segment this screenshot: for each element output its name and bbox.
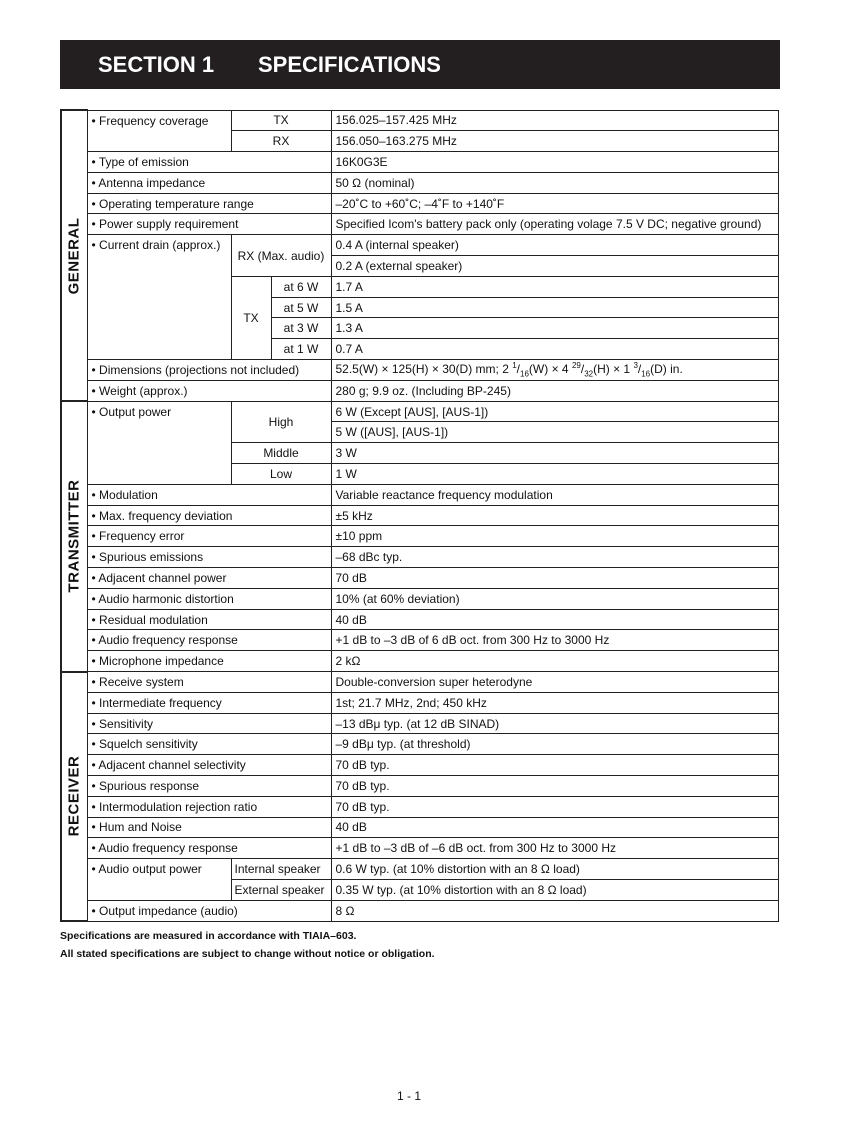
spec-label: • Audio output power — [87, 859, 231, 901]
spec-label: • Frequency coverage — [87, 110, 231, 152]
spec-value: –20˚C to +60˚C; –4˚F to +140˚F — [331, 193, 779, 214]
sub-label: RX — [231, 131, 331, 152]
spec-value: 70 dB typ. — [331, 776, 779, 797]
spec-value: 50 Ω (nominal) — [331, 172, 779, 193]
spec-label: • Adjacent channel power — [87, 568, 331, 589]
sub-label: at 1 W — [271, 339, 331, 360]
sub-label: TX — [231, 276, 271, 359]
spec-value: 1st; 21.7 MHz, 2nd; 450 kHz — [331, 692, 779, 713]
spec-label: • Current drain (approx.) — [87, 235, 231, 360]
spec-value: 16K0G3E — [331, 152, 779, 173]
specifications-table — [60, 109, 779, 922]
spec-label: • Output impedance (audio) — [87, 900, 331, 921]
spec-value: 40 dB — [331, 817, 779, 838]
sub-label: at 3 W — [271, 318, 331, 339]
sub-label: Middle — [231, 443, 331, 464]
spec-label: • Receive system — [87, 672, 331, 693]
spec-value: 0.4 A (internal speaker) — [331, 235, 779, 256]
sub-label: High — [231, 401, 331, 443]
spec-label: • Output power — [87, 401, 231, 484]
spec-label: • Frequency error — [87, 526, 331, 547]
spec-label: • Intermodulation rejection ratio — [87, 796, 331, 817]
spec-value: ±5 kHz — [331, 505, 779, 526]
spec-value: 0.7 A — [331, 339, 779, 360]
spec-value: 10% (at 60% deviation) — [331, 588, 779, 609]
spec-value: +1 dB to –3 dB of –6 dB oct. from 300 Hz to 3000 Hz — [331, 838, 779, 859]
spec-value: 6 W (Except [AUS], [AUS-1]) — [331, 401, 779, 422]
spec-label: • Antenna impedance — [87, 172, 331, 193]
spec-label: • Power supply requirement — [87, 214, 331, 235]
spec-value: 3 W — [331, 443, 779, 464]
spec-value: 0.2 A (external speaker) — [331, 256, 779, 277]
spec-value: 70 dB typ. — [331, 796, 779, 817]
spec-value: 70 dB — [331, 568, 779, 589]
spec-label: • Sensitivity — [87, 713, 331, 734]
spec-value: ±10 ppm — [331, 526, 779, 547]
spec-value: 70 dB typ. — [331, 755, 779, 776]
spec-value: 156.050–163.275 MHz — [331, 131, 779, 152]
section-transmitter: TRANSMITTER — [61, 401, 87, 671]
spec-label: • Hum and Noise — [87, 817, 331, 838]
spec-label: • Spurious response — [87, 776, 331, 797]
spec-label: • Dimensions (projections not included) — [87, 360, 331, 381]
spec-value: 1 W — [331, 464, 779, 485]
spec-value: Double-conversion super heterodyne — [331, 672, 779, 693]
spec-value: 0.35 W typ. (at 10% distortion with an 8 Ω load) — [331, 879, 779, 900]
sub-label: Internal speaker — [231, 859, 331, 880]
sub-label: RX (Max. audio) — [231, 235, 331, 277]
spec-value: Variable reactance frequency modulation — [331, 484, 779, 505]
sub-label: at 6 W — [271, 276, 331, 297]
spec-label: • Audio frequency response — [87, 838, 331, 859]
spec-value: Specified Icom's battery pack only (operating volage 7.5 V DC; negative ground) — [331, 214, 779, 235]
section-banner — [60, 40, 780, 89]
spec-label: • Type of emission — [87, 152, 331, 173]
spec-value: 280 g; 9.9 oz. (Including BP-245) — [331, 380, 779, 401]
spec-value: –68 dBc typ. — [331, 547, 779, 568]
spec-value: –13 dBμ typ. (at 12 dB SINAD) — [331, 713, 779, 734]
spec-label: • Spurious emissions — [87, 547, 331, 568]
spec-label: • Residual modulation — [87, 609, 331, 630]
spec-value: 5 W ([AUS], [AUS-1]) — [331, 422, 779, 443]
spec-label: • Weight (approx.) — [87, 380, 331, 401]
spec-value: 1.7 A — [331, 276, 779, 297]
spec-value: 156.025–157.425 MHz — [331, 110, 779, 131]
sub-label: TX — [231, 110, 331, 131]
spec-label: • Adjacent channel selectivity — [87, 755, 331, 776]
spec-value: 0.6 W typ. (at 10% distortion with an 8 Ω load) — [331, 859, 779, 880]
spec-value: 1.3 A — [331, 318, 779, 339]
section-title: SPECIFICATIONS — [258, 52, 441, 77]
spec-value: +1 dB to –3 dB of 6 dB oct. from 300 Hz to 3000 Hz — [331, 630, 779, 651]
section-number: SECTION 1 — [98, 52, 215, 77]
spec-label: • Operating temperature range — [87, 193, 331, 214]
spec-label: • Intermediate frequency — [87, 692, 331, 713]
spec-label: • Audio harmonic distortion — [87, 588, 331, 609]
spec-value: 1.5 A — [331, 297, 779, 318]
spec-label: • Audio frequency response — [87, 630, 331, 651]
footnote: Specifications are measured in accordance with TIAIA–603. — [60, 930, 357, 942]
section-general: GENERAL — [61, 110, 87, 401]
spec-value: 2 kΩ — [331, 651, 779, 672]
spec-value: 40 dB — [331, 609, 779, 630]
sub-label: Low — [231, 464, 331, 485]
page-number: 1 - 1 — [396, 1089, 421, 1103]
spec-label: • Microphone impedance — [87, 651, 331, 672]
spec-value: –9 dBμ typ. (at threshold) — [331, 734, 779, 755]
section-receiver: RECEIVER — [61, 672, 87, 922]
spec-label: • Modulation — [87, 484, 331, 505]
sub-label: at 5 W — [271, 297, 331, 318]
spec-label: • Max. frequency deviation — [87, 505, 331, 526]
spec-value: 8 Ω — [331, 900, 779, 921]
footnote: All stated specifications are subject to change without notice or obligation. — [60, 948, 435, 960]
spec-value: 52.5(W) × 125(H) × 30(D) mm; 2 $^1/_{16}(W) \times 4$ $^{29}/_{32}(H) \times 1$ $^3/_{16}(D)$ in. — [331, 360, 779, 381]
spec-label: • Squelch sensitivity — [87, 734, 331, 755]
sub-label: External speaker — [231, 879, 331, 900]
